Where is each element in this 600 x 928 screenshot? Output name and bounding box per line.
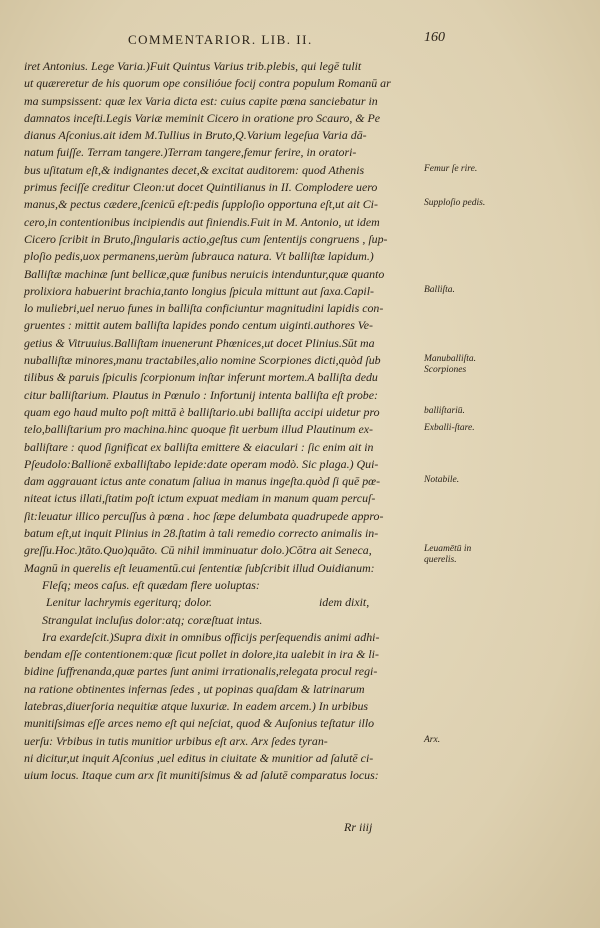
text-line (24, 58, 424, 75)
text-line (24, 473, 424, 490)
margin-note: Exballi-ſtare. (424, 423, 475, 434)
text-line-content: telo,balliſtarium pro machina.hinc quoque fit uerbum illud Plautinum ex- (24, 422, 373, 437)
text-line-content: latebras,diuerſoria nequitiæ atque luxuriæ. In eadem arcem.) In urbibus (24, 698, 369, 713)
text-line-content: quam ego haud multo poſt mittā è balliſtario.ubi balliſta accipi uidetur pro (24, 404, 380, 419)
margin-note: balliſtariū. (424, 406, 465, 416)
text-line (24, 456, 424, 473)
text-line-content: dam aggrauant ictus ante conatum ſaliua in manus ingeſta.quòd ſi quē pœ- (24, 474, 381, 489)
running-title: COMMENTARIOR. LIB. II. (128, 32, 313, 47)
text-line (24, 75, 424, 92)
text-line-content: iret Antonius. Lege Varia.)Fuit Quintus Varius trib.plebis, qui legē tulit (24, 59, 362, 73)
text-line-content: Balliſtæ machinæ ſunt bellicæ,quæ funibus neruicis intenduntur,quæ quanto (24, 266, 385, 281)
text-line (24, 508, 424, 525)
text-line-content: prolixiora habuerint brachia,tanto longius ſpicula mittunt aut ſaxa.Capil- (24, 283, 374, 298)
text-line-content: damnatos inceſti.Legis Variæ meminit Cicero in oratione pro Scauro, & Pe (24, 110, 381, 125)
text-line (24, 560, 424, 577)
text-line (24, 179, 424, 196)
text-line (24, 629, 424, 646)
text-line-content: greſſu.Hoc.)tāto.Quo)quāto. Cū nihil imminuatur dolo.)Cōtra ait Seneca, (24, 543, 372, 558)
text-line (24, 612, 424, 629)
text-line (24, 127, 424, 144)
text-line (24, 525, 424, 542)
text-line-content: ſit:leuatur illico percuſſus à pœna . hoc ſæpe delumbata quadrupede appro- (24, 508, 384, 523)
text-line (24, 577, 424, 594)
margin-note: Arx. (424, 734, 441, 745)
text-line-content: primus feciſſe creditur Cleon:ut docet Quintilianus in II. Complodere uero (24, 180, 378, 195)
text-line-content: Magnū in querelis eſt leuamentū.cui ſententiæ ſubſcribit illud Ouidianum: (24, 560, 375, 575)
verse-annotation: idem dixit, (319, 595, 370, 610)
text-line (24, 681, 424, 698)
text-line (24, 335, 424, 352)
text-line-content: citur balliſtarium. Plautus in Pœnulo : Infortunij intenta balliſta eſt probe: (24, 387, 378, 402)
text-line (24, 439, 424, 456)
text-line-content: Fleſq; meos caſus. eſt quædam flere uoluptas: (42, 577, 260, 592)
text-line-content: bus uſitatum eſt,& indignantes decet,& excitat auditorem: quod Athenis (24, 162, 365, 177)
text-line (24, 93, 424, 110)
text-line (24, 196, 424, 213)
text-line-content: gruentes : mittit autem balliſta lapides pondo centum uiginti.authores Ve- (24, 318, 373, 333)
text-line-content: batum eſt,ut inquit Plinius in 28.ſtatim à tali remedio correcto animalis in- (24, 526, 379, 541)
signature-mark: Rr iiij (344, 820, 373, 834)
text-line (24, 248, 424, 265)
margin-note: Balliſta. (424, 284, 455, 295)
text-line-content: balliſtare : quod ſignificat ex balliſta emittere & eiaculari : ſic enim ait in (24, 439, 374, 454)
text-line-content: ni dicitur,ut inquit Aſconius ,uel editus in ciuitate & munitior ad ſalutē ci- (24, 750, 374, 765)
text-line (24, 110, 424, 127)
folio-number: 160 (424, 30, 445, 45)
main-text-block (24, 58, 424, 784)
text-line (24, 715, 424, 732)
text-line (24, 750, 424, 767)
margin-note: Manuballiſta. Scorpiones (424, 354, 476, 375)
margin-note: Femur ſe rire. (424, 163, 478, 174)
margin-note: Notabile. (424, 475, 460, 486)
text-line-content: bendam eſſe contentionem:quæ ſicut pollet in dolore,ita ualebit in ira & li- (24, 647, 379, 662)
text-line-content: Lenitur lachrymis egeriturq; dolor. (46, 595, 213, 610)
margin-note: Supploſio pedis. (424, 198, 486, 209)
text-line (24, 663, 424, 680)
text-line-content: Strangulat incluſus dolor:atq; coræſtuat intus. (42, 612, 263, 627)
text-line (24, 404, 424, 421)
text-line-content: na ratione obtinentes infernas ſedes , ut popinas quaſdam & latrinarum (24, 681, 365, 696)
text-line-content: Pſeudolo:Ballionē exballiſtabo lepide:date operam modò. Sic plaga.) Qui- (24, 456, 379, 471)
text-line (24, 162, 424, 179)
text-line (24, 542, 424, 559)
text-line (24, 352, 424, 369)
text-line-content: niteat ictus illati,ſtatim poſt ictum expuat mediam in manum quam percuſ- (24, 491, 376, 506)
text-line (24, 698, 424, 715)
text-line-content: ut quæreretur de his quorum ope consilióue focij contra populum Romanū ar (24, 76, 391, 91)
text-line (24, 283, 424, 300)
text-line-content: ploſio pedis,uox permanens,uerùm ſubrauca natura. Vt balliſtæ lapidum.) (24, 249, 374, 264)
text-line-content: Ira exardeſcit.)Supra dixit in omnibus officijs perſequendis animi adhi- (42, 629, 380, 644)
text-line (24, 421, 424, 438)
text-line-content: munitiſsimas eſſe arces nemo eſt qui neſciat, quod & Auſonius teſtatur illo (24, 716, 375, 731)
text-line (24, 490, 424, 507)
text-line-content: nuballiſtæ minores,manu tractabiles,alio nomine Scorpiones dicti,quòd ſub (24, 353, 381, 368)
text-line (24, 300, 424, 317)
text-line-content: dianus Aſconius.ait idem M.Tullius in Bruto,Q.Varium legeſua Varia dā- (24, 128, 367, 143)
text-line-content: natum fuiſſe. Terram tangere.)Terram tangere,femur ferire, in oratori- (24, 145, 357, 160)
text-line-content: uium locus. Itaque cum arx ſit munitiſsimus & ad ſalutē comparatus locus: (24, 768, 379, 783)
margin-note: Leuamētū in querelis. (424, 544, 472, 565)
text-line (24, 767, 424, 784)
text-line (24, 646, 424, 663)
text-line-content: Cicero ſcribit in Bruto,ſingularis actio,geſtus cum ſententijs congruens , ſup- (24, 231, 388, 246)
text-line (24, 387, 424, 404)
text-line (24, 733, 424, 750)
text-line (24, 144, 424, 161)
text-line (24, 214, 424, 231)
text-line-content: getius & Vitruuius.Balliſtam inuenerunt Phœnices,ut docet Plinius.Sūt ma (24, 335, 375, 350)
text-line-content: cero,in contentionibus incipiendis aut finiendis.Fuit in M. Antonio, ut idem (24, 214, 380, 229)
text-line-content: ma sumpsissent: quæ lex Varia dicta est: cuius capite pœna sanciebatur in (24, 93, 378, 108)
text-line-content: tilibus & paruis ſpiculis ſcorpionum inſtar inferunt mortem.A balliſta dedu (24, 370, 378, 385)
text-line-content: uerſu: Vrbibus in tutis munitior urbibus eſt arx. Arx ſedes tyran- (24, 733, 328, 748)
text-line-content: manus,& pectus cædere,ſcenicū eſt:pedis ſupploſio opportuna eſt,ut ait Ci- (24, 197, 378, 212)
text-line-content: bidine ſuffrenanda,quæ partes ſunt animi irrationalis,relegata procul regi- (24, 664, 378, 679)
text-line (24, 317, 424, 334)
text-line (24, 231, 424, 248)
text-line-content: lo muliebri,uel neruo funes in balliſta conficiuntur magnitudini lapidis con- (24, 301, 384, 316)
text-line (24, 266, 424, 283)
text-line (24, 594, 424, 611)
text-line (24, 369, 424, 386)
